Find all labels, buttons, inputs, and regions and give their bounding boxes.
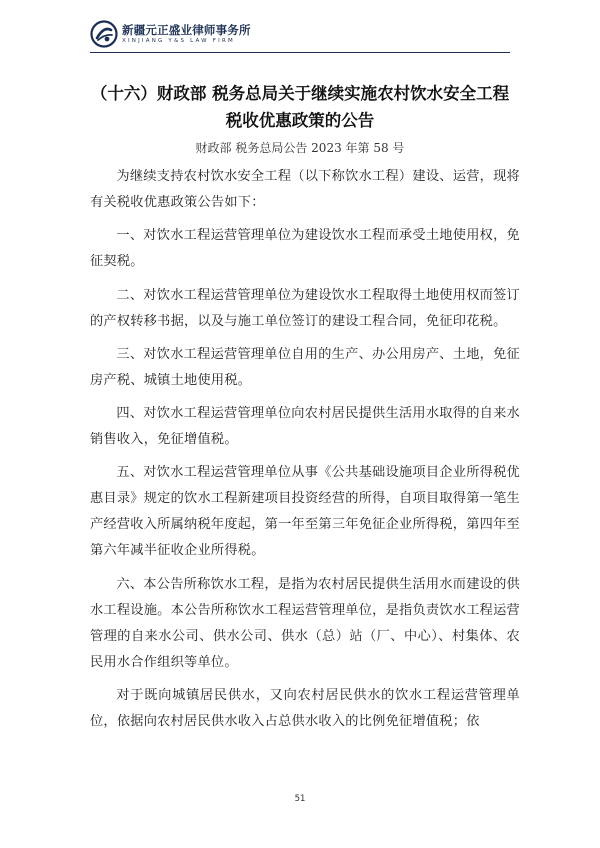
- firm-name-cn: 新疆元正盛业律师事务所: [122, 23, 251, 37]
- page-header: [90, 16, 510, 50]
- paragraph-item-6-continued: 对于既向城镇居民供水，又向农村居民供水的饮水工程运营管理单位，依据向农村居民供水收入占总供水收入的比例免征增值税；依: [90, 688, 520, 730]
- document-title-line-1: （十六）财政部 税务总局关于继续实施农村饮水安全工程: [90, 84, 510, 103]
- document-title-line-2: 税收优惠政策的公告: [225, 111, 375, 130]
- paragraph-intro: 为继续支持农村饮水安全工程（以下称饮水工程）建设、运营，现将有关税收优惠政策公告如下：: [90, 169, 520, 210]
- paragraph-item-1: 一、对饮水工程运营管理单位为建设饮水工程而承受土地使用权，免征契税。: [90, 228, 520, 270]
- page-number: 51: [294, 794, 306, 804]
- firm-logo-icon: [90, 20, 118, 48]
- paragraph-item-5: 五、对饮水工程运营管理单位从事《公共基础设施项目企业所得税优惠目录》规定的饮水工程新建项目投资经营的所得，自项目取得第一笔生产经营收入所属纳税年度起，第一年至第三年免征企业所得税，第四年至第六年减半征收企业所得税。: [90, 465, 520, 559]
- paragraph-item-3: 三、对饮水工程运营管理单位自用的生产、办公用房产、土地，免征房产税、城镇土地使用税。: [90, 346, 520, 388]
- firm-name-en: XINJIANG Y&S LAW FIRM: [122, 38, 235, 44]
- header-divider: [90, 52, 510, 53]
- document-number: 财政部 税务总局公告 2023 年第 58 号: [195, 141, 405, 155]
- paragraph-item-2: 二、对饮水工程运营管理单位为建设饮水工程取得土地使用权而签订的产权转移书据，以及与施工单位签订的建设工程合同，免征印花税。: [90, 287, 520, 329]
- paragraph-item-4: 四、对饮水工程运营管理单位向农村居民提供生活用水取得的自来水销售收入，免征增值税。: [90, 406, 520, 448]
- paragraph-item-6: 六、本公告所称饮水工程，是指为农村居民提供生活用水而建设的供水工程设施。本公告所称饮水工程运营管理单位，是指负责饮水工程运营管理的自来水公司、供水公司、供水（总）站（厂、中心）、村集体、农民用水合作组织等单位。: [90, 576, 520, 670]
- document-body: [90, 164, 520, 742]
